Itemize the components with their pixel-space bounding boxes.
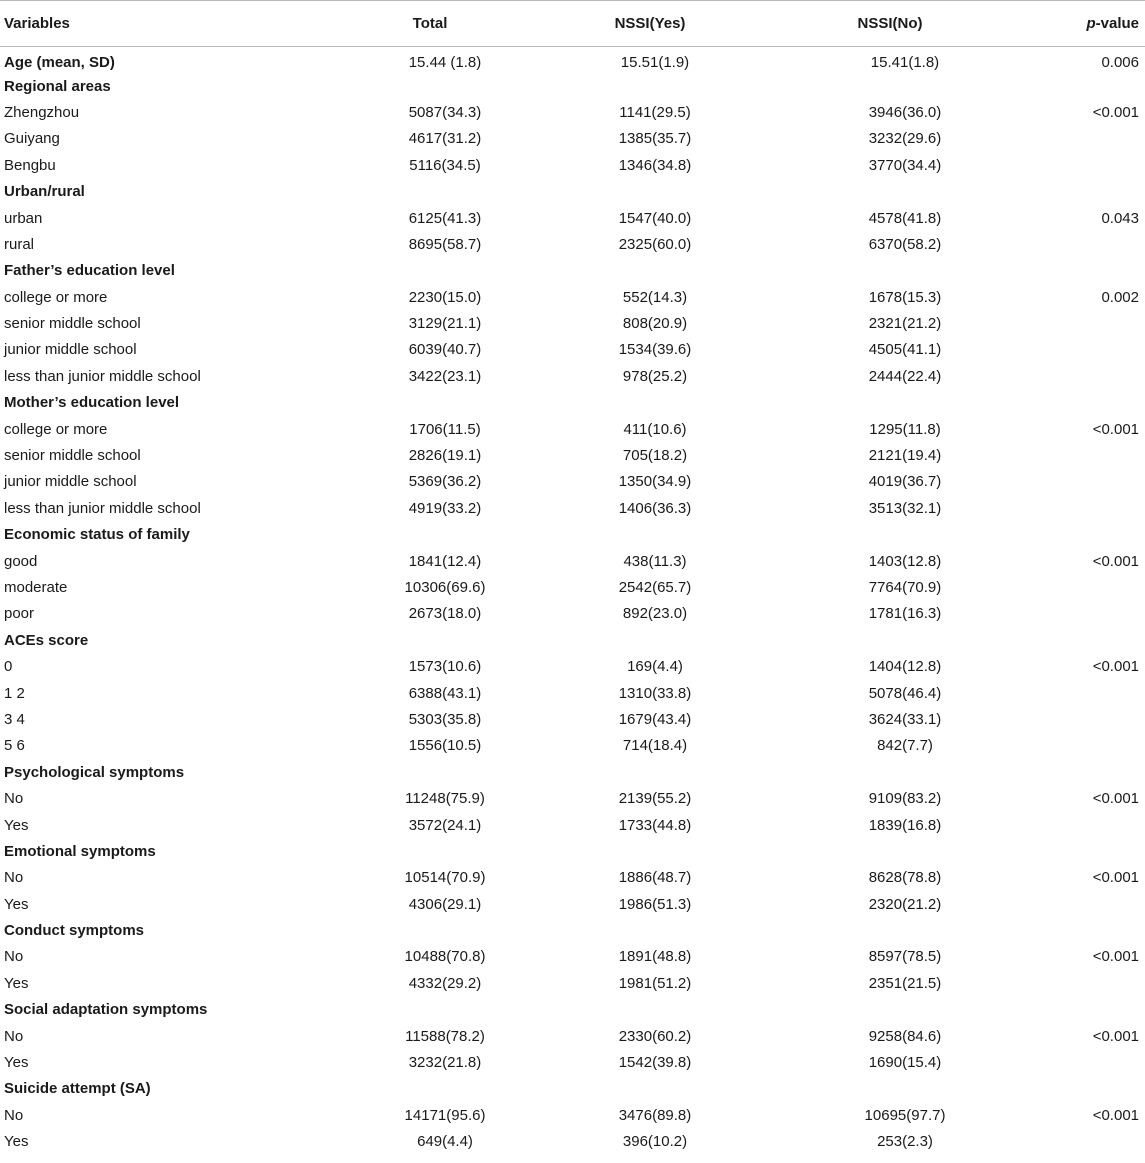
cell-p-value	[1010, 310, 1145, 336]
cell-p-value	[1010, 970, 1145, 996]
cell-p-value	[1010, 1049, 1145, 1075]
cell-nssi-no	[770, 1076, 1010, 1102]
cell-nssi-yes	[530, 997, 770, 1023]
cell-nssi-yes: 396(10.2)	[622, 1133, 688, 1151]
cell-total: 14171(95.6)	[404, 1106, 486, 1124]
cell-nssi-no: 253(2.3)	[877, 1133, 933, 1151]
cell-total: 3422(23.1)	[408, 367, 482, 385]
row-label: Guiyang	[4, 130, 60, 148]
table-header	[0, 1, 1145, 47]
cell-p-value	[1010, 574, 1145, 600]
cell-nssi-no: 4578(41.8)	[868, 209, 942, 227]
section-header-row	[0, 47, 1145, 73]
table-row	[0, 495, 1145, 521]
cell-total: 6039(40.7)	[408, 341, 482, 359]
cell-nssi-yes: 714(18.4)	[622, 737, 688, 755]
cell-nssi-no: 3946(36.0)	[868, 103, 942, 121]
cell-total: 4306(29.1)	[408, 895, 482, 913]
row-label: less than junior middle school	[4, 499, 201, 517]
cell-total: 2826(19.1)	[408, 447, 482, 465]
cell-total: 5087(34.3)	[408, 103, 482, 121]
cell-nssi-yes: 2139(55.2)	[618, 790, 692, 808]
cell-p-value	[1010, 258, 1145, 284]
cell-nssi-no: 1690(15.4)	[868, 1054, 942, 1072]
cell-p-value	[1010, 442, 1145, 468]
cell-nssi-yes: 15.51(1.9)	[620, 54, 690, 72]
cell-p-value	[1010, 601, 1145, 627]
header-p-italic: p	[1086, 15, 1096, 32]
section-header-row	[0, 258, 1145, 284]
row-label: college or more	[4, 288, 108, 306]
cell-total	[330, 627, 530, 653]
cell-total: 3232(21.8)	[408, 1054, 482, 1072]
cell-total: 3129(21.1)	[408, 315, 482, 333]
table-row	[0, 363, 1145, 389]
header-p-value	[1010, 1, 1145, 47]
cell-total	[330, 178, 530, 204]
cell-p-value: <0.001	[1092, 103, 1139, 121]
row-label: senior middle school	[4, 447, 141, 465]
cell-total	[330, 73, 530, 99]
cell-nssi-no: 9258(84.6)	[868, 1027, 942, 1045]
cell-nssi-no: 5078(46.4)	[868, 684, 942, 702]
row-label: moderate	[4, 579, 68, 596]
cell-p-value: <0.001	[1092, 869, 1139, 887]
cell-nssi-no: 7764(70.9)	[868, 579, 942, 596]
cell-p-value	[1010, 759, 1145, 785]
cell-nssi-yes: 1350(34.9)	[618, 473, 692, 491]
cell-nssi-yes	[530, 390, 770, 416]
cell-nssi-yes: 1534(39.6)	[618, 341, 692, 359]
cell-total: 15.44 (1.8)	[408, 54, 482, 72]
cell-nssi-yes: 1385(35.7)	[618, 130, 692, 148]
cell-nssi-yes: 552(14.3)	[622, 288, 688, 306]
cell-nssi-yes: 411(10.6)	[623, 420, 687, 438]
cell-p-value: <0.001	[1092, 948, 1139, 966]
cell-p-value	[1010, 812, 1145, 838]
cell-p-value	[1010, 997, 1145, 1023]
cell-total: 5303(35.8)	[408, 710, 482, 728]
cell-p-value	[1010, 1076, 1145, 1102]
table-row	[0, 1129, 1145, 1155]
row-label: senior middle school	[4, 315, 141, 333]
table-row	[0, 1023, 1145, 1049]
cell-total	[330, 1076, 530, 1102]
cell-p-value: <0.001	[1092, 1027, 1139, 1045]
cell-nssi-no: 2320(21.2)	[868, 895, 942, 913]
cell-nssi-no: 1403(12.8)	[868, 552, 942, 570]
cell-nssi-no: 4505(41.1)	[868, 341, 942, 359]
cell-nssi-yes	[530, 178, 770, 204]
row-label: No	[4, 790, 24, 808]
cell-p-value: 0.002	[1101, 288, 1139, 306]
header-total: Total	[412, 15, 448, 32]
cell-p-value	[1010, 522, 1145, 548]
cell-total	[330, 258, 530, 284]
section-header-row	[0, 522, 1145, 548]
cell-nssi-no: 15.41(1.8)	[870, 54, 940, 72]
cell-total: 1556(10.5)	[408, 737, 482, 755]
cell-nssi-no: 9109(83.2)	[868, 790, 942, 808]
cell-p-value	[1010, 733, 1145, 759]
cell-total	[330, 390, 530, 416]
cell-nssi-no: 4019(36.7)	[868, 473, 942, 491]
cell-total: 10488(70.8)	[404, 948, 486, 966]
cell-p-value: <0.001	[1092, 790, 1139, 808]
row-label: Bengbu	[4, 156, 56, 174]
cell-total: 6125(41.3)	[408, 209, 482, 227]
cell-total	[330, 917, 530, 943]
row-label: Regional areas	[4, 77, 111, 95]
table-row	[0, 785, 1145, 811]
cell-nssi-yes: 2542(65.7)	[618, 579, 692, 596]
cell-nssi-no	[770, 997, 1010, 1023]
row-label: Economic status of family	[4, 526, 190, 544]
cell-nssi-yes: 2325(60.0)	[618, 235, 692, 253]
row-label: No	[4, 1027, 24, 1045]
cell-nssi-yes: 3476(89.8)	[618, 1106, 692, 1124]
cell-p-value	[1010, 1129, 1145, 1155]
cell-total: 5369(36.2)	[408, 473, 482, 491]
table-row	[0, 284, 1145, 310]
cell-nssi-no: 3770(34.4)	[868, 156, 942, 174]
cell-nssi-yes: 1886(48.7)	[618, 869, 692, 887]
cell-nssi-no	[770, 73, 1010, 99]
section-header-row	[0, 390, 1145, 416]
cell-p-value	[1010, 627, 1145, 653]
cell-nssi-no	[770, 838, 1010, 864]
cell-nssi-no: 1839(16.8)	[868, 816, 942, 834]
cell-nssi-no: 3513(32.1)	[868, 499, 942, 517]
row-label: 1 2	[4, 684, 25, 702]
cell-total: 649(4.4)	[417, 1133, 473, 1151]
cell-nssi-yes: 705(18.2)	[622, 447, 688, 465]
cell-total: 2673(18.0)	[408, 605, 482, 623]
cell-nssi-yes	[530, 73, 770, 99]
row-label: Yes	[4, 895, 29, 913]
cell-p-value	[1010, 706, 1145, 732]
row-label: Yes	[4, 1133, 29, 1151]
cell-nssi-yes	[530, 258, 770, 284]
cell-nssi-yes: 1542(39.8)	[618, 1054, 692, 1072]
cell-nssi-yes	[530, 917, 770, 943]
cell-nssi-yes: 1547(40.0)	[618, 209, 692, 227]
cell-p-value	[1010, 390, 1145, 416]
cell-nssi-no: 1781(16.3)	[868, 605, 942, 623]
cell-total: 1841(12.4)	[408, 552, 482, 570]
cell-total: 5116(34.5)	[409, 156, 481, 174]
row-label: Psychological symptoms	[4, 763, 185, 781]
row-label: 3 4	[4, 710, 25, 728]
cell-nssi-no: 2321(21.2)	[868, 315, 942, 333]
table-row	[0, 337, 1145, 363]
cell-nssi-no: 6370(58.2)	[868, 235, 942, 253]
cell-nssi-no	[770, 917, 1010, 943]
header-nssi-no: NSSI(No)	[857, 15, 923, 32]
cell-nssi-yes: 169(4.4)	[627, 658, 683, 676]
cell-p-value	[1010, 337, 1145, 363]
cell-nssi-yes: 1679(43.4)	[618, 710, 692, 728]
row-label: Social adaptation symptoms	[4, 1001, 208, 1019]
row-label: Zhengzhou	[4, 103, 80, 121]
table-row	[0, 442, 1145, 468]
table-row	[0, 99, 1145, 125]
cell-nssi-yes: 892(23.0)	[622, 605, 688, 623]
header-row	[0, 1, 1145, 47]
cell-nssi-yes	[530, 759, 770, 785]
section-header-row	[0, 838, 1145, 864]
cell-p-value	[1010, 178, 1145, 204]
cell-nssi-no: 1404(12.8)	[868, 658, 942, 676]
row-label: junior middle school	[4, 473, 137, 491]
table-row	[0, 469, 1145, 495]
cell-total: 2230(15.0)	[408, 288, 482, 306]
table-body	[0, 47, 1145, 1155]
row-label: 5 6	[4, 737, 25, 755]
section-header-row	[0, 997, 1145, 1023]
cell-nssi-no: 10695(97.7)	[864, 1106, 946, 1124]
cell-nssi-yes: 1346(34.8)	[618, 156, 692, 174]
cell-nssi-no: 8628(78.8)	[868, 869, 942, 887]
row-label: urban	[4, 209, 43, 227]
row-label: Father’s education level	[4, 262, 175, 280]
header-variables: Variables	[4, 15, 70, 32]
cell-nssi-yes: 1981(51.2)	[618, 974, 692, 992]
table-row	[0, 891, 1145, 917]
cell-total: 3572(24.1)	[408, 816, 482, 834]
table-row	[0, 601, 1145, 627]
table-row	[0, 574, 1145, 600]
cell-total: 8695(58.7)	[408, 235, 482, 253]
cell-nssi-yes: 1406(36.3)	[618, 499, 692, 517]
row-label: rural	[4, 235, 35, 253]
table-row	[0, 231, 1145, 257]
row-label: Yes	[4, 816, 29, 834]
table-row	[0, 1102, 1145, 1128]
row-label: college or more	[4, 420, 108, 438]
row-label: Suicide attempt (SA)	[4, 1080, 151, 1098]
row-label: No	[4, 948, 24, 966]
row-label: Urban/rural	[4, 183, 85, 201]
cell-p-value	[1010, 495, 1145, 521]
cell-p-value	[1010, 680, 1145, 706]
cell-nssi-no	[770, 627, 1010, 653]
cell-p-value: <0.001	[1092, 658, 1139, 676]
row-label: 0	[4, 658, 13, 676]
row-label: Mother’s education level	[4, 394, 180, 412]
cell-p-value	[1010, 363, 1145, 389]
cell-nssi-yes: 1733(44.8)	[618, 816, 692, 834]
row-label: poor	[4, 605, 35, 623]
cell-total: 11248(75.9)	[405, 790, 485, 808]
header-p-rest: -value	[1095, 15, 1139, 32]
table-row	[0, 548, 1145, 574]
cell-p-value: 0.006	[1101, 54, 1139, 72]
row-label: ACEs score	[4, 631, 89, 649]
cell-nssi-no: 1678(15.3)	[868, 288, 942, 306]
table-row	[0, 680, 1145, 706]
table-row	[0, 152, 1145, 178]
row-label: Emotional symptoms	[4, 842, 156, 860]
cell-nssi-no: 842(7.7)	[877, 737, 933, 755]
cell-nssi-yes: 1310(33.8)	[618, 684, 692, 702]
row-label: Age (mean, SD)	[4, 54, 115, 72]
row-label: No	[4, 869, 24, 887]
table-row	[0, 205, 1145, 231]
cell-p-value: <0.001	[1092, 1106, 1139, 1124]
cell-nssi-no: 1295(11.8)	[869, 420, 941, 438]
cell-nssi-yes: 808(20.9)	[622, 315, 688, 333]
cell-total: 11588(78.2)	[405, 1027, 485, 1045]
cell-nssi-no: 2444(22.4)	[868, 367, 942, 385]
cell-nssi-no	[770, 759, 1010, 785]
section-header-row	[0, 1076, 1145, 1102]
table-row	[0, 733, 1145, 759]
row-label: junior middle school	[4, 341, 137, 359]
cell-total	[330, 997, 530, 1023]
cell-p-value	[1010, 231, 1145, 257]
table-row	[0, 812, 1145, 838]
cell-total: 4332(29.2)	[408, 974, 482, 992]
cell-p-value: <0.001	[1092, 552, 1139, 570]
cell-total: 4617(31.2)	[408, 130, 482, 148]
cell-nssi-yes	[530, 627, 770, 653]
cell-nssi-yes: 2330(60.2)	[618, 1027, 692, 1045]
cell-nssi-no	[770, 390, 1010, 416]
cell-total: 10514(70.9)	[404, 869, 486, 887]
row-label: less than junior middle school	[4, 367, 201, 385]
row-label: Yes	[4, 974, 29, 992]
cell-nssi-yes: 1141(29.5)	[619, 103, 691, 121]
cell-total: 4919(33.2)	[408, 499, 482, 517]
table-row	[0, 865, 1145, 891]
cell-nssi-yes	[530, 1076, 770, 1102]
cell-p-value	[1010, 891, 1145, 917]
cell-nssi-yes: 438(11.3)	[623, 552, 687, 570]
table-row	[0, 944, 1145, 970]
table-row	[0, 126, 1145, 152]
section-header-row	[0, 917, 1145, 943]
row-label: Conduct symptoms	[4, 922, 145, 940]
cell-nssi-no: 2121(19.4)	[868, 447, 942, 465]
row-label: Yes	[4, 1054, 29, 1072]
cell-total: 1573(10.6)	[408, 658, 482, 676]
table-row	[0, 970, 1145, 996]
row-label: good	[4, 552, 38, 570]
cell-nssi-yes: 1891(48.8)	[618, 948, 692, 966]
table-row	[0, 416, 1145, 442]
section-header-row	[0, 759, 1145, 785]
cell-p-value	[1010, 838, 1145, 864]
cell-p-value	[1010, 469, 1145, 495]
cell-nssi-yes: 978(25.2)	[622, 367, 688, 385]
cell-total	[330, 759, 530, 785]
cell-total	[330, 838, 530, 864]
cell-total: 1706(11.5)	[409, 420, 481, 438]
cell-nssi-no: 2351(21.5)	[868, 974, 942, 992]
cell-total: 6388(43.1)	[408, 684, 482, 702]
cell-p-value	[1010, 917, 1145, 943]
cell-p-value: <0.001	[1092, 420, 1139, 438]
cell-p-value	[1010, 73, 1145, 99]
section-header-row	[0, 627, 1145, 653]
cell-nssi-no	[770, 522, 1010, 548]
cell-p-value	[1010, 126, 1145, 152]
cell-nssi-no: 3232(29.6)	[868, 130, 942, 148]
cell-nssi-yes: 1986(51.3)	[618, 895, 692, 913]
row-label: No	[4, 1106, 24, 1124]
section-header-row	[0, 178, 1145, 204]
table-row	[0, 310, 1145, 336]
cell-p-value	[1010, 152, 1145, 178]
cell-nssi-no	[770, 258, 1010, 284]
cell-total	[330, 522, 530, 548]
table-row	[0, 1049, 1145, 1075]
cell-nssi-no	[770, 178, 1010, 204]
cell-nssi-yes	[530, 838, 770, 864]
cell-p-value: 0.043	[1101, 209, 1139, 227]
cell-nssi-no: 8597(78.5)	[868, 948, 942, 966]
cell-nssi-yes	[530, 522, 770, 548]
cell-nssi-no: 3624(33.1)	[868, 710, 942, 728]
header-nssi-yes: NSSI(Yes)	[614, 15, 686, 32]
cell-total: 10306(69.6)	[404, 579, 486, 596]
section-header-row	[0, 73, 1145, 99]
table-row	[0, 706, 1145, 732]
table-row	[0, 653, 1145, 679]
